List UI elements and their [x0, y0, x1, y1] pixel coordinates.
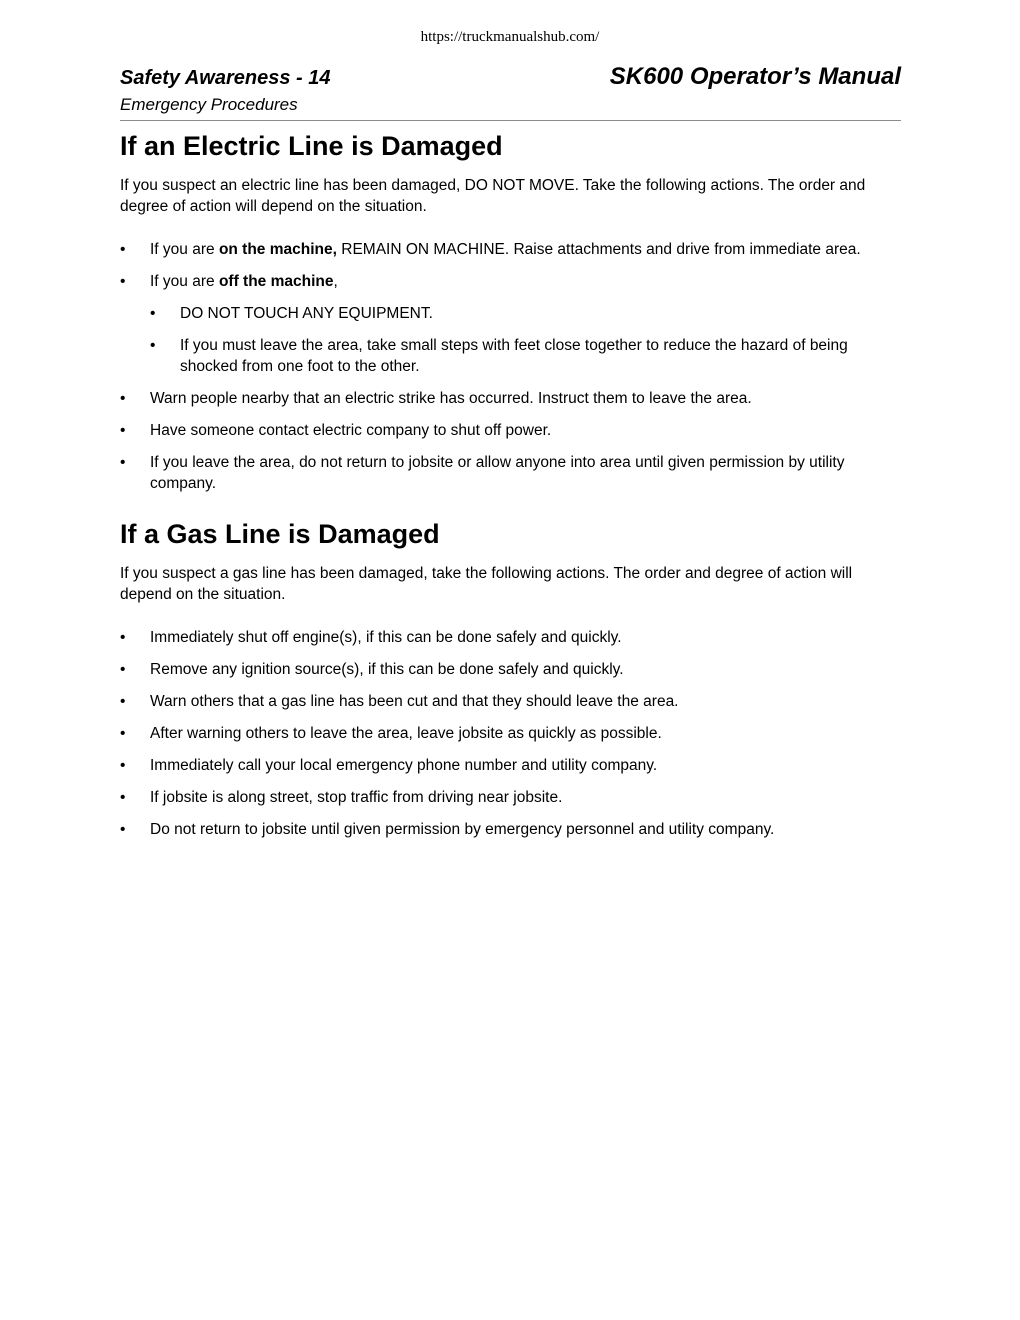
list-item: • If you leave the area, do not return to jobsite or allow anyone into area until given permission by utility company. — [120, 452, 901, 494]
list-item: • Immediately call your local emergency phone number and utility company. — [120, 755, 901, 776]
list-item: • Warn people nearby that an electric strike has occurred. Instruct them to leave the area. — [120, 388, 901, 409]
list-item: • DO NOT TOUCH ANY EQUIPMENT. — [150, 303, 901, 324]
page-section-number: Safety Awareness - 14 — [120, 67, 331, 89]
list-item: • Warn others that a gas line has been cut and that they should leave the area. — [120, 691, 901, 712]
chapter-subtitle: Emergency Procedures — [120, 95, 298, 114]
list-item: • Do not return to jobsite until given permission by emergency personnel and utility company. — [120, 819, 901, 840]
list-item: • If you are on the machine, REMAIN ON MACHINE. Raise attachments and drive from immediate area. — [120, 239, 901, 260]
gas-line-intro: If you suspect a gas line has been damaged, take the following actions. The order and degree of action will depend on the situation. — [120, 565, 853, 603]
list-item: • After warning others to leave the area, leave jobsite as quickly as possible. — [120, 723, 901, 744]
source-url[interactable]: https://truckmanualshub.com/ — [420, 29, 600, 45]
gas-line-section — [120, 516, 901, 840]
list-item: • Have someone contact electric company to shut off power. — [120, 420, 901, 441]
list-item: • Immediately shut off engine(s), if this can be done safely and quickly. — [120, 627, 901, 648]
list-item: • If you must leave the area, take small steps with feet close together to reduce the hazard of being shocked from one foot to the other. — [150, 335, 901, 377]
electric-line-section — [120, 128, 901, 494]
list-item: • Remove any ignition source(s), if this can be done safely and quickly. — [120, 659, 901, 680]
gas-line-heading: If a Gas Line is Damaged — [120, 519, 440, 549]
list-item: • If jobsite is along street, stop traffic from driving near jobsite. — [120, 787, 901, 808]
page-header — [120, 62, 901, 121]
electric-line-intro: If you suspect an electric line has been damaged, DO NOT MOVE. Take the following actions. The order and degree of action will depend on the situation. — [120, 177, 866, 215]
list-item: • If you are off the machine, • DO NOT TOUCH ANY EQUIPMENT. • If you must leave the area, take small steps with feet close together to reduce the hazard of being shocked from one foot to the other. — [120, 271, 901, 377]
off-machine-sub-list — [150, 303, 901, 377]
electric-line-heading: If an Electric Line is Damaged — [120, 131, 503, 161]
gas-line-actions — [120, 627, 901, 840]
page-content — [120, 128, 901, 851]
manual-title: SK600 Operator’s Manual — [609, 63, 901, 90]
electric-line-actions — [120, 239, 901, 494]
